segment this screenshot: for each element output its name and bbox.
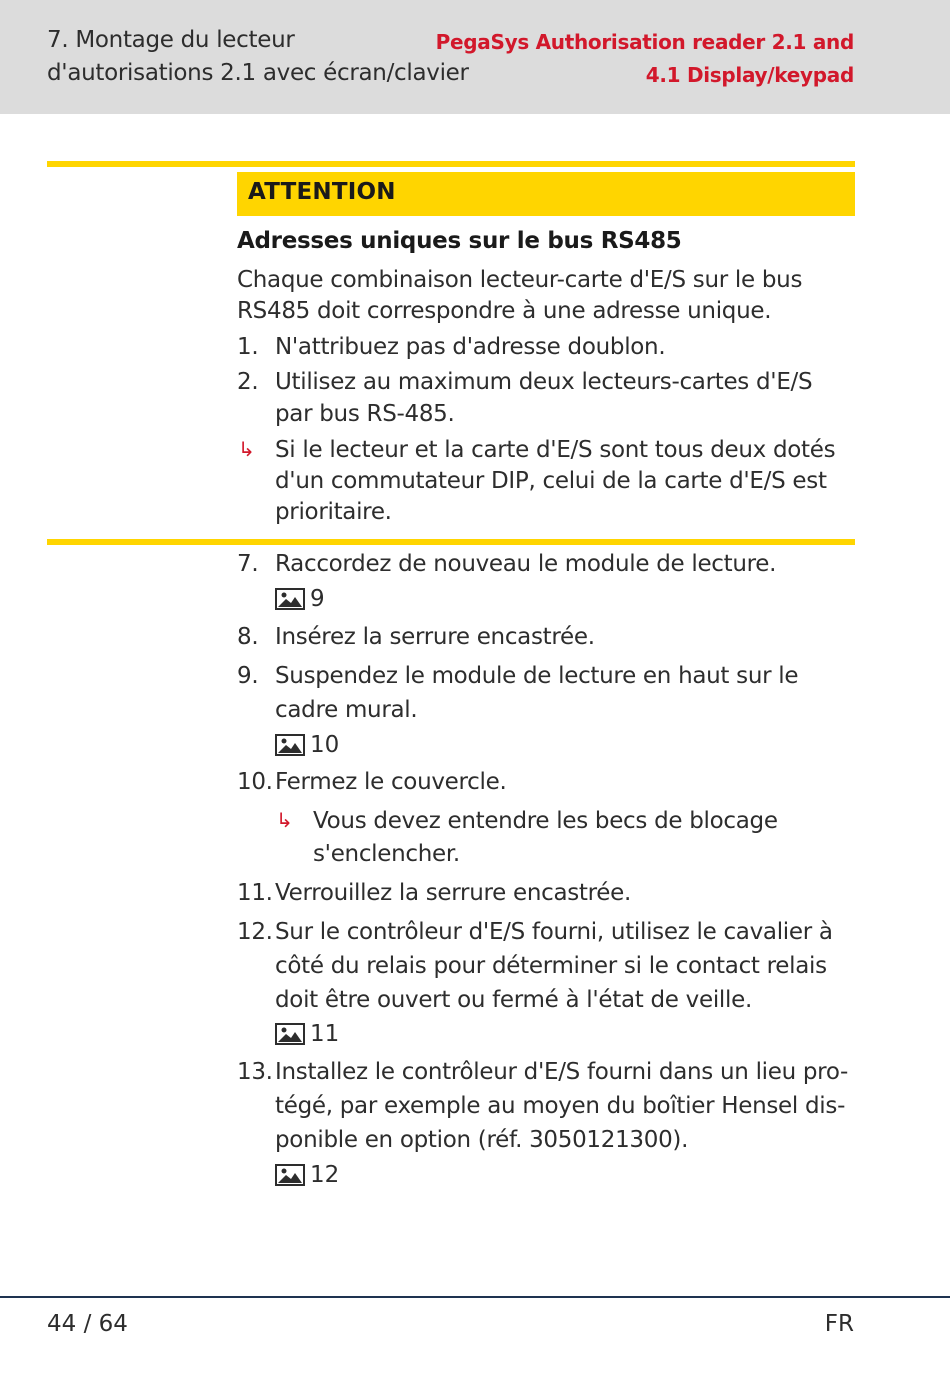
figure-reference[interactable] — [275, 732, 339, 758]
step-text: Suspendez le module de lecture en haut sur le — [275, 663, 799, 689]
list-item: N'attribuez pas d'adresse doublon. — [275, 334, 666, 360]
image-icon — [275, 588, 305, 610]
step-text: cadre mural. — [275, 697, 418, 723]
step-number: 8. — [237, 624, 259, 650]
image-icon — [275, 734, 305, 756]
attention-intro-line: RS485 doit correspondre à une adresse unique. — [237, 298, 772, 324]
step-number: 13. — [237, 1059, 273, 1085]
step-number: 12. — [237, 919, 273, 945]
figure-reference[interactable] — [275, 586, 325, 612]
figure-number: 10 — [310, 732, 340, 758]
result-arrow-icon: ↳ — [276, 808, 293, 832]
step-text: Fermez le couvercle. — [275, 769, 507, 795]
result-text: Si le lecteur et la carte d'E/S sont tous deux dotés — [275, 437, 836, 463]
list-item: Utilisez au maximum deux lecteurs-cartes d'E/S — [275, 369, 813, 395]
result-text: prioritaire. — [275, 499, 392, 525]
result-text: d'un commutateur DIP, celui de la carte d'E/S est — [275, 468, 827, 494]
step-text: Verrouillez la serrure encastrée. — [275, 880, 632, 906]
image-icon — [275, 1023, 305, 1045]
page-number: 44 / 64 — [47, 1311, 128, 1337]
result-text: s'enclencher. — [313, 841, 460, 867]
figure-reference[interactable] — [275, 1021, 339, 1047]
footer-divider — [0, 1296, 950, 1298]
step-number: 10. — [237, 769, 273, 795]
list-item: par bus RS-485. — [275, 401, 455, 427]
figure-number: 9 — [310, 586, 325, 612]
product-title: PegaSys Authorisation reader 2.1 and 4.1 Display/keypad — [435, 30, 854, 87]
attention-intro-line: Chaque combinaison lecteur-carte d'E/S sur le bus — [237, 267, 803, 293]
attention-subheading: Adresses uniques sur le bus RS485 — [237, 228, 682, 254]
step-number: 9. — [237, 663, 259, 689]
step-text: Sur le contrôleur d'E/S fourni, utilisez le cavalier à — [275, 919, 833, 945]
step-number: 7. — [237, 551, 259, 577]
image-icon — [275, 1164, 305, 1186]
step-text: tégé, par exemple au moyen du boîtier Hensel dis- — [275, 1093, 846, 1119]
step-text: doit être ouvert ou fermé à l'état de veille. — [275, 987, 752, 1013]
list-number: 1. — [237, 334, 259, 360]
figure-number: 11 — [310, 1021, 340, 1047]
attention-label: ATTENTION — [248, 179, 396, 205]
page-header — [0, 0, 950, 114]
language-code: FR — [824, 1311, 854, 1337]
result-arrow-icon: ↳ — [238, 437, 255, 461]
step-number: 11. — [237, 880, 273, 906]
result-text: Vous devez entendre les becs de blocage — [313, 808, 778, 834]
step-text: Installez le contrôleur d'E/S fourni dans un lieu pro- — [275, 1059, 849, 1085]
step-text: côté du relais pour déterminer si le contact relais — [275, 953, 827, 979]
attention-banner — [237, 172, 855, 216]
step-text: ponible en option (réf. 3050121300). — [275, 1127, 689, 1153]
figure-reference[interactable] — [275, 1162, 339, 1188]
figure-number: 12 — [310, 1162, 340, 1188]
list-number: 2. — [237, 369, 259, 395]
chapter-title: 7. Montage du lecteur d'autorisations 2.1 avec écran/clavier — [47, 27, 469, 86]
step-text: Raccordez de nouveau le module de lecture. — [275, 551, 777, 577]
step-text: Insérez la serrure encastrée. — [275, 624, 595, 650]
